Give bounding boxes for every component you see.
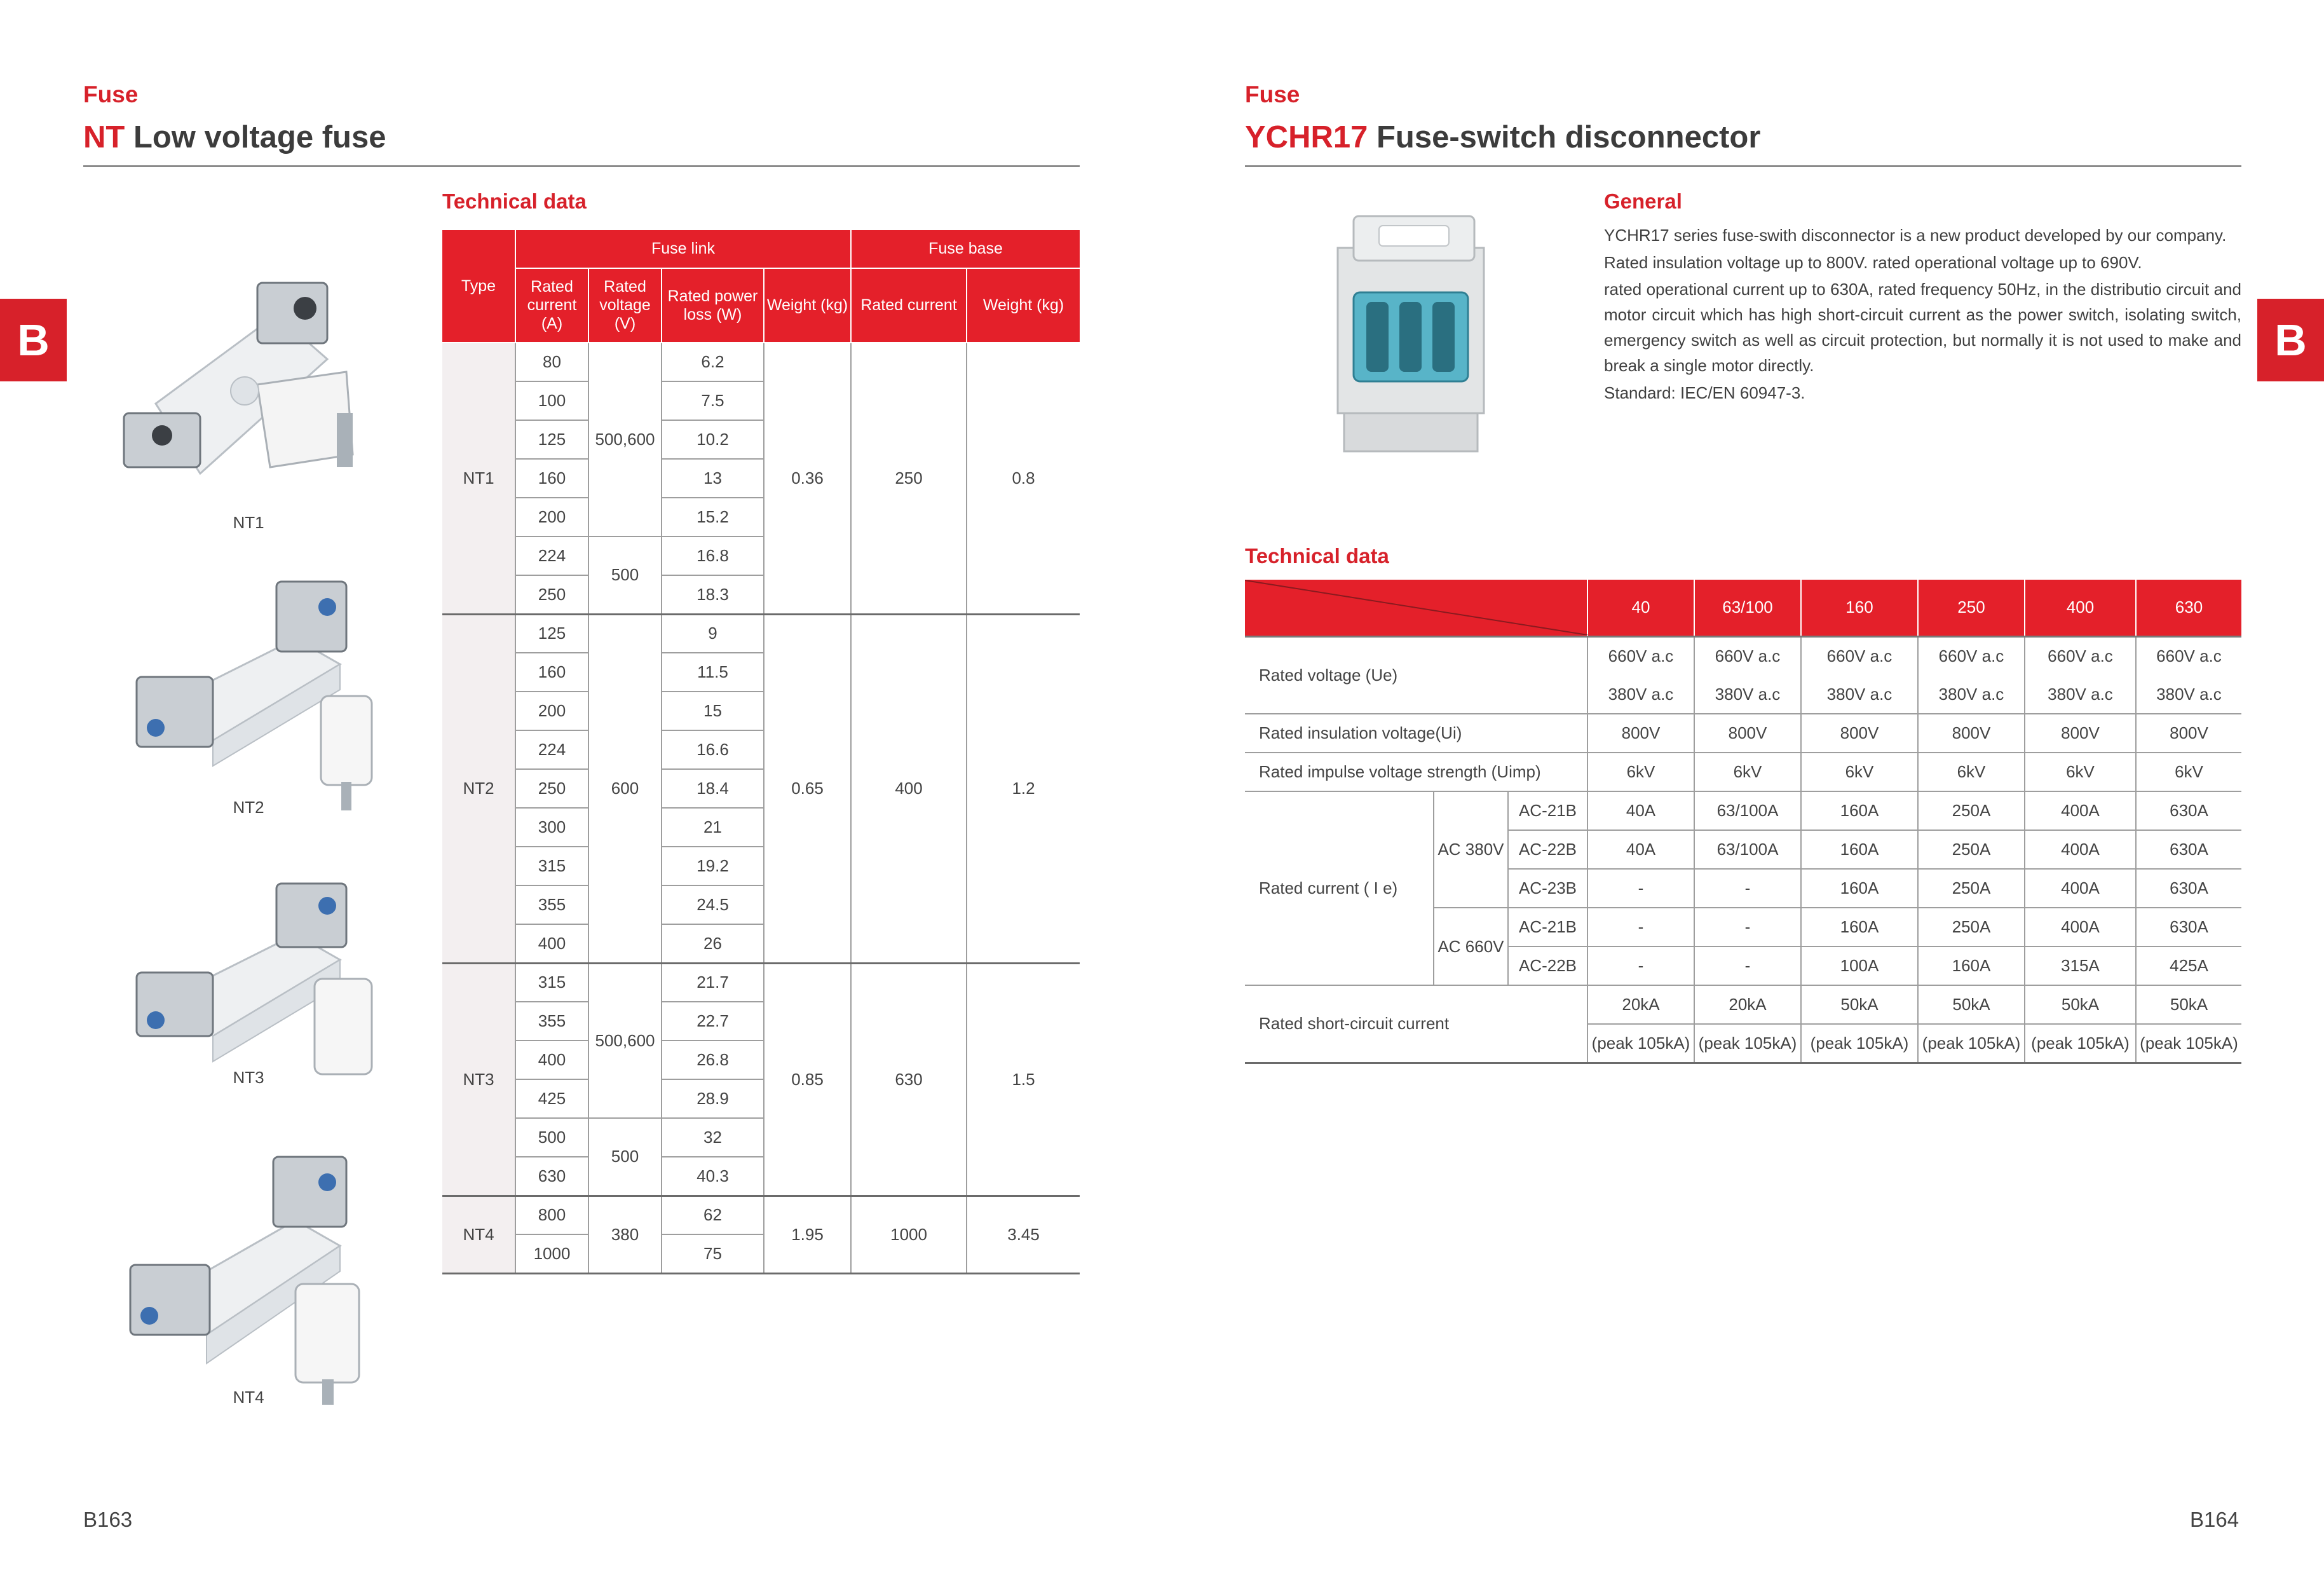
table-cell: 0.8 [967, 343, 1080, 614]
table-cell: 250A [1918, 908, 2025, 946]
table-cell: 250A [1918, 791, 2025, 830]
table-cell: 28.9 [662, 1079, 764, 1118]
table-cell: 355 [515, 1002, 588, 1041]
table-cell: 50kA [2136, 985, 2241, 1024]
table-cell: 100 [515, 381, 588, 420]
table-cell: 18.4 [662, 769, 764, 808]
table-cell: 315A [2025, 946, 2136, 985]
table-cell: 20kA [1587, 985, 1694, 1024]
table-cell: 400 [515, 1041, 588, 1079]
table-cell: 660V a.c [1694, 636, 1801, 675]
table-cell: - [1587, 869, 1694, 908]
category-cell: AC-22B [1508, 946, 1587, 985]
left-page-title [83, 119, 386, 155]
table-cell: 40A [1587, 791, 1694, 830]
table-cell: (peak 105kA) [2025, 1024, 2136, 1063]
table-cell: 800V [1587, 714, 1694, 753]
table-cell: 7.5 [662, 381, 764, 420]
right-section-tab: B [2257, 299, 2324, 381]
right-section-label: Fuse [1245, 81, 1300, 107]
table-cell: 62 [662, 1196, 764, 1234]
table-cell: - [1587, 946, 1694, 985]
left-title-rest: Low voltage fuse [125, 120, 386, 154]
nt1-fuse-photo [118, 264, 384, 518]
table-cell: 630A [2136, 908, 2241, 946]
table-cell: 250 [515, 769, 588, 808]
ac660-label: AC 660V [1434, 908, 1508, 985]
nt-technical-table [442, 230, 1080, 1274]
general-description [1604, 222, 2241, 407]
table-cell: 20kA [1694, 985, 1801, 1024]
table-cell: 26 [662, 924, 764, 963]
table-cell: 63/100A [1694, 791, 1801, 830]
table-cell: 21.7 [662, 963, 764, 1002]
table-cell: 6kV [1587, 753, 1694, 791]
table-cell: 160A [1801, 791, 1918, 830]
table-cell: 800V [2025, 714, 2136, 753]
col-rated-voltage: Rated voltage (V) [588, 268, 662, 343]
right-tech-heading: Technical data [1245, 544, 1389, 568]
table-cell: 6kV [2136, 753, 2241, 791]
general-paragraph: Standard: IEC/EN 60947-3. [1604, 383, 1805, 402]
table-cell: 380V a.c [1694, 675, 1801, 714]
impulse-label: Rated impulse voltage strength (Uimp) [1245, 753, 1587, 791]
table-cell: 500 [588, 1118, 662, 1196]
table-cell: 630 [515, 1157, 588, 1196]
table-cell: 16.8 [662, 536, 764, 575]
table-cell: 15 [662, 692, 764, 730]
col-rated-current: Rated current (A) [515, 268, 588, 343]
table-cell: - [1694, 946, 1801, 985]
table-cell: 250 [851, 343, 967, 614]
table-cell: 380 [588, 1196, 662, 1273]
table-cell: 630 [851, 963, 967, 1196]
table-cell: (peak 105kA) [1918, 1024, 2025, 1063]
table-cell: 125 [515, 614, 588, 653]
nt1-photo-label: NT1 [233, 513, 264, 532]
nt3-fuse-photo [130, 871, 384, 1087]
table-cell: 1.2 [967, 614, 1080, 963]
category-cell: AC-22B [1508, 830, 1587, 869]
table-cell: 160A [1801, 869, 1918, 908]
table-cell: 400A [2025, 869, 2136, 908]
table-cell: 9 [662, 614, 764, 653]
table-cell: 32 [662, 1118, 764, 1157]
table-cell: (peak 105kA) [1694, 1024, 1801, 1063]
table-cell: 3.45 [967, 1196, 1080, 1273]
table-cell: 1.5 [967, 963, 1080, 1196]
table-cell: 660V a.c [1801, 636, 1918, 675]
right-title-rule [1245, 165, 2241, 167]
table-cell: 800V [1918, 714, 2025, 753]
table-cell: 100A [1801, 946, 1918, 985]
table-cell: 300 [515, 808, 588, 847]
table-cell: 1000 [851, 1196, 967, 1273]
table-cell: 630A [2136, 830, 2241, 869]
table-cell: 800V [1694, 714, 1801, 753]
left-tech-heading: Technical data [442, 189, 587, 213]
nt1-type: NT1 [442, 343, 515, 614]
header-diagonal-line [1245, 580, 1587, 635]
table-cell: 425 [515, 1079, 588, 1118]
col-power-loss: Rated power loss (W) [662, 268, 764, 343]
category-cell: AC-21B [1508, 908, 1587, 946]
table-cell: 400A [2025, 830, 2136, 869]
category-cell: AC-23B [1508, 869, 1587, 908]
col-header-250: 250 [1918, 580, 2025, 636]
right-title-rest: Fuse-switch disconnector [1368, 120, 1761, 154]
table-cell: 160 [515, 459, 588, 498]
table-cell: 125 [515, 420, 588, 459]
table-cell: 660V a.c [2136, 636, 2241, 675]
col-base-current: Rated current [851, 268, 967, 343]
nt2-type: NT2 [442, 614, 515, 963]
table-cell: 600 [588, 614, 662, 963]
table-cell: 800V [2136, 714, 2241, 753]
ac380-label: AC 380V [1434, 791, 1508, 908]
table-cell: (peak 105kA) [2136, 1024, 2241, 1063]
general-paragraph: YCHR17 series fuse-swith disconnector is a new product developed by our company. [1604, 226, 2227, 245]
col-base-weight: Weight (kg) [967, 268, 1080, 343]
nt3-type: NT3 [442, 963, 515, 1196]
table-cell: 6kV [1918, 753, 2025, 791]
table-cell: 0.36 [764, 343, 851, 614]
table-cell: 224 [515, 536, 588, 575]
general-paragraph: Rated insulation voltage up to 800V. rated operational voltage up to 690V. [1604, 253, 2142, 272]
table-cell: 425A [2136, 946, 2241, 985]
col-weight: Weight (kg) [764, 268, 851, 343]
ychr17-disconnector-photo [1325, 210, 1497, 470]
table-cell: - [1587, 908, 1694, 946]
table-cell: 63/100A [1694, 830, 1801, 869]
left-title-rule [83, 165, 1080, 167]
table-cell: 18.3 [662, 575, 764, 614]
table-cell: (peak 105kA) [1801, 1024, 1918, 1063]
table-cell: 13 [662, 459, 764, 498]
fuse-base-header: Fuse base [851, 230, 1080, 268]
table-cell: 16.6 [662, 730, 764, 769]
fuse-link-header: Fuse link [515, 230, 851, 268]
table-cell: 500,600 [588, 963, 662, 1118]
table-cell: - [1694, 908, 1801, 946]
table-cell: 660V a.c [1587, 636, 1694, 675]
nt3-photo-label: NT3 [233, 1068, 264, 1087]
short-circuit-label: Rated short-circuit current [1245, 985, 1587, 1063]
table-cell: 250 [515, 575, 588, 614]
table-cell: 315 [515, 963, 588, 1002]
left-page-number: B163 [83, 1508, 133, 1531]
table-cell: 15.2 [662, 498, 764, 536]
table-cell: 660V a.c [1918, 636, 2025, 675]
right-page-title [1245, 119, 1760, 155]
table-cell: 0.85 [764, 963, 851, 1196]
nt4-fuse-photo [124, 1144, 384, 1408]
table-cell: 660V a.c [2025, 636, 2136, 675]
left-section-tab: B [0, 299, 67, 381]
table-cell: 11.5 [662, 653, 764, 692]
table-cell: 400A [2025, 791, 2136, 830]
col-header-40: 40 [1587, 580, 1694, 636]
table-cell: 0.65 [764, 614, 851, 963]
table-cell: 250A [1918, 830, 2025, 869]
left-section-label: Fuse [83, 81, 139, 107]
general-paragraph: rated operational current up to 630A, rated frequency 50Hz, in the distributio circuit and motor circuit which has high short-circuit current as the power switch, isolating switch, emergency switch as well as circuit protection, but normally it is not used to make and break a single motor directly. [1604, 280, 2241, 375]
table-cell: 200 [515, 692, 588, 730]
left-title-accent: NT [83, 120, 125, 154]
table-cell: 160A [1918, 946, 2025, 985]
table-cell: 380V a.c [1801, 675, 1918, 714]
header-diagonal-cell [1245, 580, 1587, 636]
right-title-accent: YCHR17 [1245, 120, 1368, 154]
col-header-400: 400 [2025, 580, 2136, 636]
table-cell: 160 [515, 653, 588, 692]
rated-voltage-label: Rated voltage (Ue) [1245, 636, 1587, 714]
table-cell: 800V [1801, 714, 1918, 753]
insulation-label: Rated insulation voltage(Ui) [1245, 714, 1587, 753]
table-cell: 200 [515, 498, 588, 536]
table-cell: 1000 [515, 1234, 588, 1273]
table-cell: 26.8 [662, 1041, 764, 1079]
table-cell: 6kV [1694, 753, 1801, 791]
col-header-630: 630 [2136, 580, 2241, 636]
right-page-number: B164 [2190, 1508, 2239, 1531]
table-cell: 6kV [2025, 753, 2136, 791]
table-cell: 40.3 [662, 1157, 764, 1196]
table-cell: (peak 105kA) [1587, 1024, 1694, 1063]
table-cell: 6.2 [662, 343, 764, 381]
table-cell: 75 [662, 1234, 764, 1273]
type-header: Type [442, 230, 515, 343]
table-cell: 50kA [2025, 985, 2136, 1024]
table-cell: 800 [515, 1196, 588, 1234]
table-cell: 24.5 [662, 885, 764, 924]
nt4-type: NT4 [442, 1196, 515, 1273]
table-cell: 50kA [1801, 985, 1918, 1024]
table-cell: 630A [2136, 869, 2241, 908]
table-cell: 380V a.c [1918, 675, 2025, 714]
table-cell: 1.95 [764, 1196, 851, 1273]
table-cell: 6kV [1801, 753, 1918, 791]
general-heading: General [1604, 189, 1682, 213]
category-cell: AC-21B [1508, 791, 1587, 830]
table-cell: 19.2 [662, 847, 764, 885]
table-cell: 160A [1801, 908, 1918, 946]
ychr17-technical-table [1245, 580, 2241, 1064]
table-cell: 315 [515, 847, 588, 885]
table-cell: 380V a.c [2136, 675, 2241, 714]
table-cell: 40A [1587, 830, 1694, 869]
table-cell: 500 [588, 536, 662, 614]
table-cell: 500,600 [588, 343, 662, 536]
table-cell: 355 [515, 885, 588, 924]
nt2-fuse-photo [130, 569, 384, 814]
table-cell: 400 [851, 614, 967, 963]
table-cell: 50kA [1918, 985, 2025, 1024]
table-cell: - [1694, 869, 1801, 908]
table-cell: 400A [2025, 908, 2136, 946]
rated-current-label: Rated current ( I e) [1245, 791, 1434, 985]
table-cell: 630A [2136, 791, 2241, 830]
table-cell: 380V a.c [1587, 675, 1694, 714]
nt2-photo-label: NT2 [233, 798, 264, 817]
table-cell: 380V a.c [2025, 675, 2136, 714]
table-cell: 250A [1918, 869, 2025, 908]
nt4-photo-label: NT4 [233, 1388, 264, 1407]
table-cell: 224 [515, 730, 588, 769]
table-cell: 500 [515, 1118, 588, 1157]
col-header-63-100: 63/100 [1694, 580, 1801, 636]
table-cell: 22.7 [662, 1002, 764, 1041]
col-header-160: 160 [1801, 580, 1918, 636]
table-cell: 160A [1801, 830, 1918, 869]
table-cell: 10.2 [662, 420, 764, 459]
table-cell: 80 [515, 343, 588, 381]
table-cell: 21 [662, 808, 764, 847]
table-cell: 400 [515, 924, 588, 963]
